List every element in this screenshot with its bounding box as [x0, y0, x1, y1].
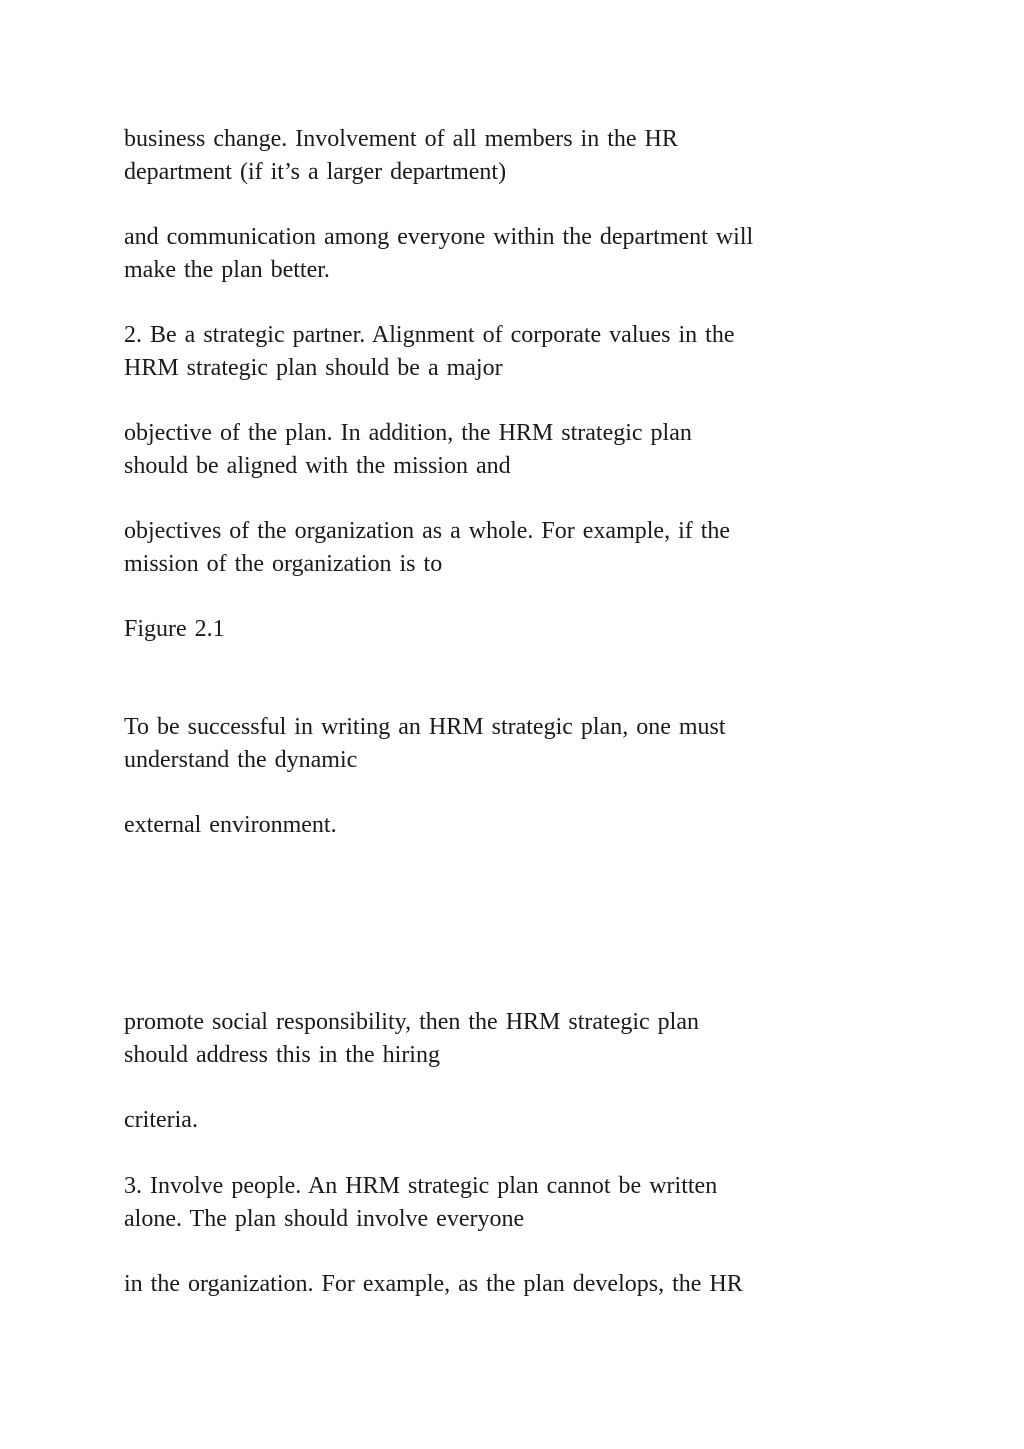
text-line: should be aligned with the mission and — [124, 452, 511, 479]
paragraph-successful — [124, 711, 924, 776]
paragraph-objectives-organization — [124, 515, 924, 580]
text-line: mission of the organization is to — [124, 550, 443, 577]
figure-label — [124, 613, 924, 646]
text-line: objective of the plan. In addition, the HRM strategic plan — [124, 420, 692, 446]
text-line: understand the dynamic — [124, 746, 358, 773]
paragraph-in-organization — [124, 1268, 924, 1301]
text-line: in the organization. For example, as the plan develops, the HR — [124, 1271, 743, 1297]
paragraph-communication — [124, 221, 924, 286]
text-line: promote social responsibility, then the HRM strategic plan — [124, 1009, 699, 1035]
text-line: objectives of the organization as a whole. For example, if the — [124, 518, 731, 544]
text-line: business change. Involvement of all members in the HR — [124, 126, 678, 152]
text-line: make the plan better. — [124, 256, 330, 283]
text-line: should address this in the hiring — [124, 1041, 440, 1068]
paragraph-strategic-partner — [124, 319, 924, 384]
text-line: external environment. — [124, 812, 337, 838]
text-line: department (if it’s a larger department) — [124, 158, 507, 185]
text-line: Figure 2.1 — [124, 616, 225, 642]
paragraph-criteria — [124, 1104, 924, 1137]
paragraph-involve-people — [124, 1170, 924, 1235]
text-line: 3. Involve people. An HRM strategic plan cannot be written — [124, 1173, 718, 1199]
text-line: HRM strategic plan should be a major — [124, 354, 503, 381]
paragraph-objective — [124, 417, 924, 482]
text-line: criteria. — [124, 1107, 198, 1133]
text-line: and communication among everyone within the department will — [124, 224, 754, 250]
paragraph-business-change — [124, 123, 924, 188]
text-line: 2. Be a strategic partner. Alignment of corporate values in the — [124, 322, 735, 348]
text-line: To be successful in writing an HRM strategic plan, one must — [124, 714, 726, 740]
text-line: alone. The plan should involve everyone — [124, 1205, 525, 1232]
paragraph-social-responsibility — [124, 1006, 924, 1071]
paragraph-external-environment — [124, 809, 924, 842]
